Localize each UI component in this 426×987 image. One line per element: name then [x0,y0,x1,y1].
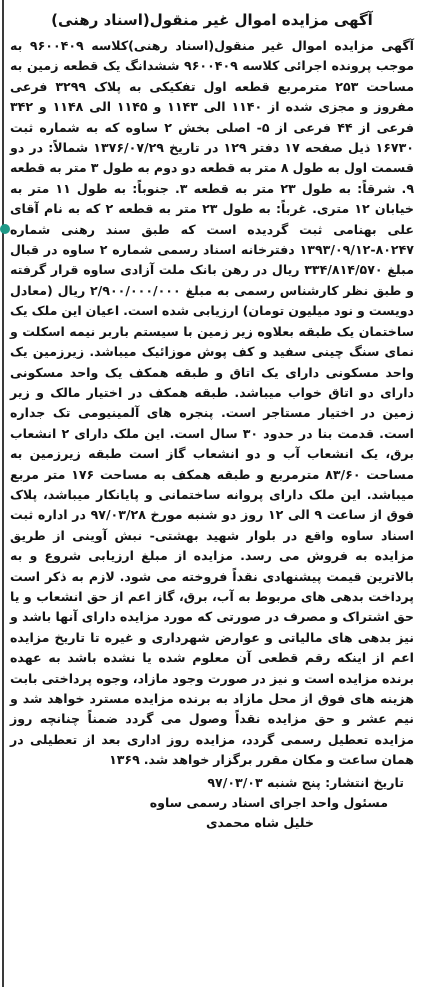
issuing-office: مسئول واحد اجرای اسناد رسمی ساوه [149,795,388,811]
notice-body: آگهی مزایده اموال غیر منقول(اسناد رهنی)کلاسه ۹۶۰۰۴۰۹ به موجب پرونده اجرائی کلاسه ۹۶۰۰۴۰۹ ششدانگ یک قطعه زمین به مساحت ۲۵۳ مترمربع قطعه اول تفکیکی به پلاک ۳۲۹۹ فرعی مفروز و مجزی شده از ۱۱۴۰ الی ۱۱۴۳ و ۱۱۴۵ الی ۱۱۴۸ و ۳۴۲ فرعی از ۴۴ فرعی از ۵- اصلی بخش ۲ ساوه که به شماره ثبت ۱۶۷۳۰ ذیل صفحه ۱۷ دفتر ۱۲۹ در تاریخ ۱۳۷۶/۰۷/۲۹ شمالاً: در دو قسمت اول به طول ۸ متر به قطعه دو دوم به طول ۳ متر به قطعه ۹. شرقاً: به طول ۲۳ متر به قطعه ۳. جنوباً: به طول ۱۱ متر به خیابان ۱۲ متری. غرباً: به طول ۲۳ متر به قطعه ۲ که به نام آقای علی بهنامی ثبت گردیده است که طبق سند رهنی شماره ۸۰۲۴۷-۱۳۹۳/۰۹/۱۲ دفترخانه اسناد رسمی شماره ۲ ساوه در قبال مبلغ ۳۳۴/۸۱۴/۵۷۰ ریال در رهن بانک ملت آزادی ساوه قرار گرفته و طبق نظر کارشناس رسمی به مبلغ ۲/۹۰۰/۰۰۰/۰۰۰ ریال (معادل دویست و نود میلیون تومان) ارزیابی شده است. اعیان این ملک یک ساختمان یک طبقه بعلاوه زیر زمین با سیستم باربر نیمه اسکلت و نمای سنگ چینی سفید و کف پوش موزائیک میباشد. زیرزمین یک واحد مسکونی دارای یک اتاق و طبقه همکف یک واحد مسکونی دارای دو اتاق خواب میباشد. طبقه همکف در اختیار مالک و زیر زمین در اختیار مستاجر است. پنجره های آلمینیومی تک جداره است. قدمت بنا در حدود ۳۰ سال است. این ملک دارای ۲ انشعاب برق، یک انشعاب آب و دو انشعاب گاز است طبقه زیرزمین به مساحت ۸۳/۶۰ مترمربع و طبقه همکف به مساحت ۱۷۶ متر مربع میباشد. این ملک دارای پروانه ساختمانی و پایانکار میباشد، پلاک فوق از ساعت ۹ الی ۱۲ روز دو شنبه مورخ ۹۷/۰۳/۲۸ در اداره ثبت اسناد ساوه واقع در بلوار شهید بهشتی- نبش آوینی از طریق مزایده به فروش می رسد. مزایده از مبلغ ارزیابی شروع و به بالاترین قیمت پیشنهادی نقداً فروخته می شود. لازم به ذکر است پرداخت بدهی های مربوط به آب، برق، گاز اعم از حق انشعاب و یا حق اشتراک و مصرف در صورتی که مورد مزایده دارای آنها باشد و نیز بدهی های مالیاتی و عوارض شهرداری و غیره تا تاریخ مزایده اعم از اینکه رقم قطعی آن معلوم شده یا نشده باشد به عهده برنده مزایده است و نیز در صورت وجود مازاد، وجوه پرداختی بابت هزینه های فوق از محل مازاد به برنده مزایده مسترد خواهد شد و نیم عشر و حق مزایده نقداً وصول می گردد ضمناً چنانچه روز مزایده تعطیل رسمی گردد، مزایده روز اداری بعد از تعطیلی در همان ساعت و مکان مقرر برگزار خواهد شد. ۱۳۶۹ [10,38,415,768]
left-border-line [2,0,4,987]
notice-footer [10,773,414,834]
notice-title: آگهی مزایده اموال غیر منقول(اسناد رهنی) [51,11,373,29]
signatory-name: خلیل شاه محمدی [205,815,314,831]
margin-dot-marker [0,224,10,234]
publish-date: تاریخ انتشار: پنج شنبه ۹۷/۰۳/۰۳ [207,774,404,790]
